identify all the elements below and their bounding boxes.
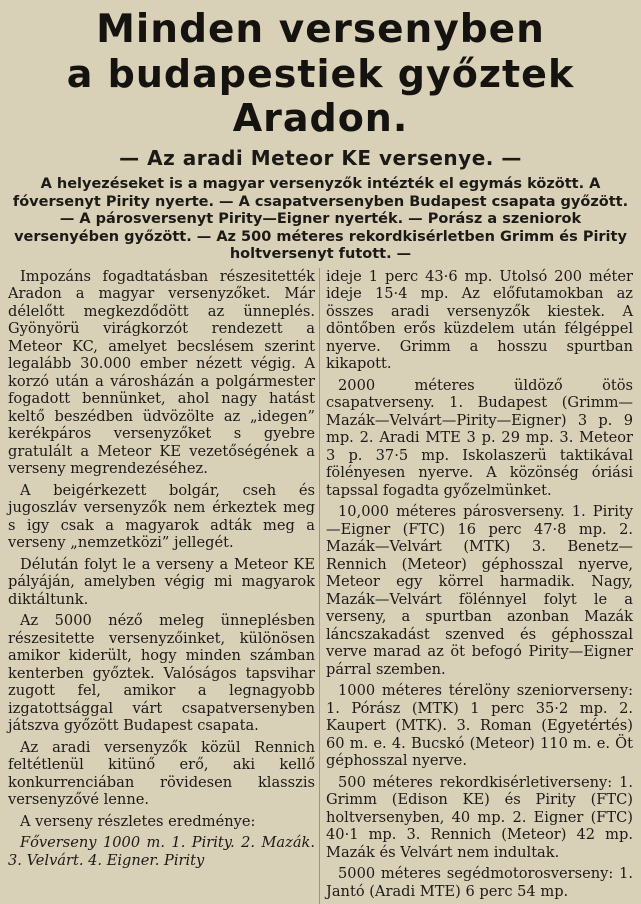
result-paragraph: 5000 méteres segédmotorosverseny: 1. Jantó (Aradi MTE) 6 perc 54 mp. [326,865,633,900]
result-paragraph: 2000 méteres üldöző ötös csapatverseny. 1. Budapest (Grimm—Mazák—Velvárt—Pirity—Eigner) 3 p. 9 mp. 2. Aradi MTE 3 p. 29 mp. 3. Meteor 3 p. 37·5 mp. Iskolaszerü taktikával fölényesen nyerve. A közönség óriási tapssal fogadta győzelmünket. [326,376,633,499]
paragraph: A beigérkezett bolgár, cseh és jugoszláv versenyzők nem érkeztek meg s igy csak a magyarok adták meg a verseny „nemzetközi” jellegét. [8,481,315,552]
lead-paragraph: A helyezéseket is a magyar versenyzők intézték el egymás között. A fóversenyt Pirity nyerte. — A csapatversenyben Budapest csapata győzött. — A párosversenyt Pirity—Eigner nyerték. — Porász a szeniorok versenyében győzött. — Az 500 méteres rekordkisérletben Grimm és Pirity holtversenyt futott. — [12,176,629,263]
result-paragraph: 10,000 méteres párosverseny. 1. Pirity—Eigner (FTC) 16 perc 47·8 mp. 2. Mazák—Velvárt (MTK) 3. Benetz—Rennich (Meteor) géphosszal nyerve, Meteor egy körrel harmadik. Nagy, Mazák—Velvárt fölénnyel folyt le a verseny, a spurtban azonban Mazák láncszakadást szenved és géphosszal verve marad az öt befogó Pirity—Eigner párral szemben. [326,503,633,678]
result-paragraph: 1000 méteres térelöny szeniorverseny: 1. Pórász (MTK) 1 perc 35·2 mp. 2. Kaupert (MTK). 3. Roman (Egyetértés) 60 m. e. 4. Bucskó (Meteor) 110 m. e. Öt géphosszal nyerve. [326,682,633,770]
paragraph: ideje 1 perc 43·6 mp. Utolsó 200 méter ideje 15·4 mp. Az előfutamokban az összes aradi versenyzők kiestek. A döntőben erős küzdelem után félgéppel nyerve. Grimm a hosszu spurtban kikapott. [326,267,633,373]
right-column [319,268,633,904]
paragraph: Az 5000 néző meleg ünneplésben részesitette versenyzőinket, különösen amikor kiderült, hogy minden számban kenterben győztek. Valóságos tapsvihar zugott fel, amikor a legnagyobb izgatottsággal várt csapatversenyben játszva győzött Budapest csapata. [8,612,315,735]
paragraph: Főverseny 1000 m. 1. Pirity. 2. Mazák. 3. Velvárt. 4. Eigner. Pirity [8,834,315,869]
left-column [8,268,319,904]
paragraph: A verseny részletes eredménye: [20,812,256,830]
subheadline: — Az aradi Meteor KE versenye. — [119,146,522,170]
lead-summary [8,176,633,264]
headline-line-1: Minden versenyben [96,7,545,52]
paragraph: Impozáns fogadtatásban részesitették Aradon a magyar versenyzőket. Már délelőtt megkezdődött az ünneplés. Gyönyörü virágkorzót rendezett a Meteor KC, amelyet becslésem szerint legalább 30.000 ember nézett végig. A korzó után a városházán a polgármester fogadott bennünket, ahol nagy hatást keltő beszédben üdvözölte az „idegen” kerékpáros versenyzőket s gyebre gratulált a Meteor KE vezetőségének a verseny megrendezéséhez. [8,267,315,478]
headline-line-2: a budapestiek győztek Aradon. [66,52,575,140]
article-columns [8,268,633,904]
paragraph: Délután folyt le a verseny a Meteor KE pályáján, amelyben végig mi magyarok diktáltunk. [8,555,315,608]
result-paragraph: 500 méteres rekordkisérletiverseny: 1. Grimm (Edison KE) és Pirity (FTC) holtversenyben, 40 mp. 2. Eigner (FTC) 40·1 mp. 3. Rennich (Meteor) 42 mp. Mazák és Velvárt nem indultak. [326,773,633,861]
paragraph: Az aradi versenyzők közül Rennich feltétlenül kitünő erő, aki kellő konkurrenciában rövidesen klasszis versenyzővé lenne. [8,738,315,809]
